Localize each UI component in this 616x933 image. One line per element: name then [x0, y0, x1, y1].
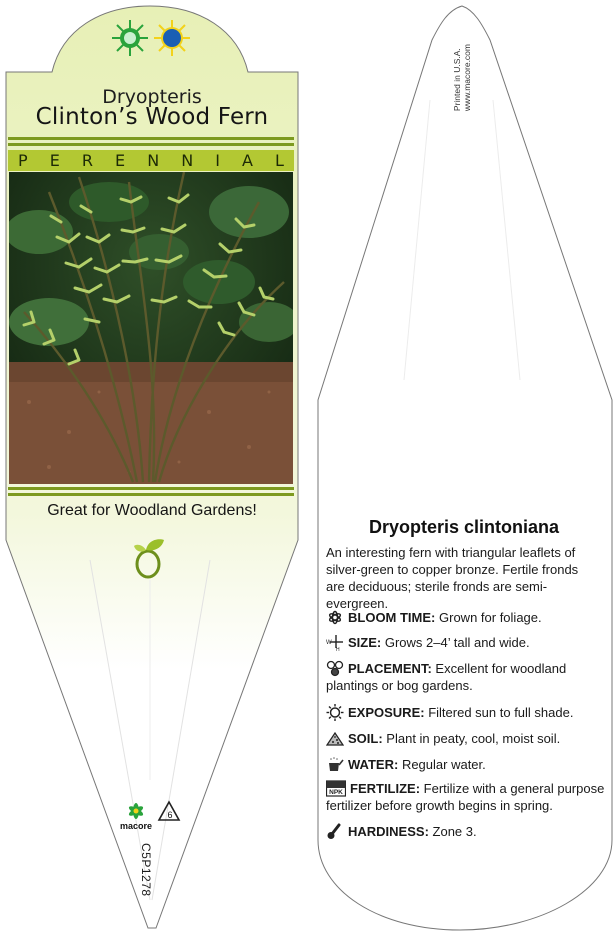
attribute-label: BLOOM TIME:: [348, 610, 436, 625]
soil-icon: [326, 730, 344, 747]
attribute-row: [326, 756, 606, 773]
category-letter: E: [115, 151, 126, 170]
sun-icon: [326, 704, 344, 721]
recycle-code: 6: [167, 810, 173, 820]
top-rule-lines: [8, 137, 294, 149]
category-letter: N: [147, 151, 160, 170]
leaf-logo-icon: [132, 536, 168, 580]
attribute-label: PLACEMENT:: [348, 661, 432, 676]
attribute-label: FERTILIZE:: [350, 781, 421, 796]
watering-can-icon: [326, 756, 344, 773]
attribute-row: [326, 704, 606, 721]
svg-text:W: W: [326, 640, 332, 646]
thermometer-icon: [326, 823, 344, 840]
website-line: www.macore.com: [462, 44, 472, 112]
category-letter: I: [215, 151, 220, 170]
sku-code: C5P1278: [139, 843, 153, 897]
printed-info: [452, 44, 472, 111]
category-band: [8, 150, 294, 171]
plant-description: An interesting fern with triangular leaflets of silver-green to copper bronze. Fertile fronds are deciduous; sterile fronds are semi-evergreen.: [326, 545, 579, 611]
attribute-row: [326, 780, 606, 814]
svg-text:H: H: [336, 647, 340, 651]
category-letter: A: [241, 151, 253, 170]
attribute-value: Filtered sun to full shade.: [428, 705, 574, 720]
botanical-name: Dryopteris: [102, 86, 202, 108]
sun-exposure-icons: [110, 18, 194, 58]
npk-text: NPK: [329, 789, 343, 796]
printed-line: Printed in U.S.A.: [452, 48, 462, 112]
attribute-row: [326, 634, 606, 651]
category-letter: L: [274, 151, 284, 170]
npk-icon: [326, 780, 346, 797]
macore-logo: [118, 802, 154, 832]
full-shade-icon: [154, 20, 190, 56]
attribute-value: Grown for foliage.: [439, 610, 542, 625]
part-shade-icon: [112, 20, 148, 56]
attribute-value: Regular water.: [401, 757, 486, 772]
attribute-label: WATER:: [348, 757, 399, 772]
attribute-value: Excellent for woodland plantings or bog gardens.: [326, 661, 567, 693]
species-title: Dryopteris clintoniana: [368, 517, 560, 537]
brand-text: macore: [119, 821, 153, 831]
attribute-value: Zone 3.: [432, 824, 477, 839]
attribute-row: [326, 660, 606, 694]
attribute-value: Fertilize with a general purpose fertilizer before growth begins in spring.: [326, 781, 605, 813]
plant-photo: [9, 172, 293, 484]
tagline: Great for Woodland Gardens!: [47, 502, 257, 519]
attribute-label: SOIL:: [348, 731, 383, 746]
placement-icon: [326, 660, 344, 677]
attribute-row: [326, 823, 606, 840]
category-letter: P: [18, 151, 28, 170]
attribute-label: SIZE:: [348, 635, 382, 650]
category-letter: R: [81, 151, 93, 170]
attribute-label: EXPOSURE:: [348, 705, 425, 720]
size-icon: [326, 634, 344, 651]
attribute-label: HARDINESS:: [348, 824, 429, 839]
recycle-icon: [157, 800, 181, 826]
flower-icon: [326, 609, 344, 626]
attribute-row: [326, 730, 606, 747]
category-letter: E: [49, 151, 60, 170]
bottom-rule-lines: [8, 487, 294, 499]
category-letter: N: [181, 151, 194, 170]
attribute-value: Grows 2–4’ tall and wide.: [384, 635, 530, 650]
attribute-value: Plant in peaty, cool, moist soil.: [386, 731, 561, 746]
common-name: Clinton’s Wood Fern: [35, 104, 269, 130]
attribute-row: [326, 609, 606, 626]
